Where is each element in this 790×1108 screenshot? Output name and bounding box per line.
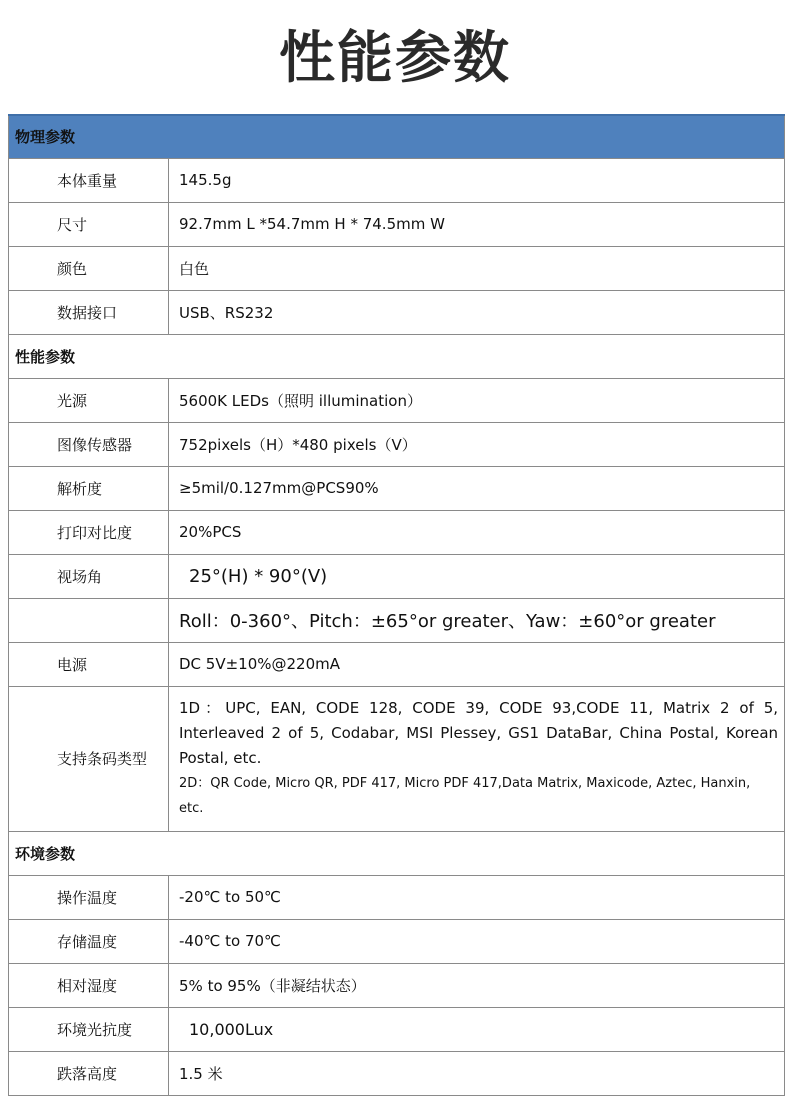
row-label: 颜色 <box>9 246 169 290</box>
row-value: 白色 <box>169 246 785 290</box>
row-label: 电源 <box>9 642 169 686</box>
page-title: 性能参数 <box>279 26 511 91</box>
row-label: 尺寸 <box>9 202 169 246</box>
row-value: DC 5V±10%@220mA <box>169 642 785 686</box>
spec-table <box>8 114 785 1096</box>
row-label: 解析度 <box>9 466 169 510</box>
table-row <box>9 290 785 334</box>
section-header-performance <box>9 334 785 378</box>
table-row <box>9 554 785 598</box>
row-value: 92.7mm L *54.7mm H * 74.5mm W <box>169 202 785 246</box>
table-row <box>9 1051 785 1095</box>
table-row <box>9 919 785 963</box>
row-label: 数据接口 <box>9 290 169 334</box>
section-title: 性能参数 <box>9 334 785 378</box>
table-row <box>9 875 785 919</box>
row-value: 5% to 95%（非凝结状态） <box>169 963 785 1007</box>
row-value: Roll：0-360°、Pitch：±65°or greater、Yaw：±60°or greater <box>169 598 785 642</box>
row-label: 打印对比度 <box>9 510 169 554</box>
table-row <box>9 642 785 686</box>
table-row <box>9 246 785 290</box>
table-row <box>9 202 785 246</box>
row-label: 本体重量 <box>9 158 169 202</box>
table-row <box>9 378 785 422</box>
table-row <box>9 1007 785 1051</box>
table-row <box>9 598 785 642</box>
table-row <box>9 158 785 202</box>
row-label: 操作温度 <box>9 875 169 919</box>
section-header-physical <box>9 115 785 158</box>
row-label: 环境光抗度 <box>9 1007 169 1051</box>
barcode-types <box>169 686 785 831</box>
row-value: ≥5mil/0.127mm@PCS90% <box>169 466 785 510</box>
row-value: 145.5g <box>169 158 785 202</box>
row-label: 支持条码类型 <box>9 686 169 831</box>
row-value: 25°(H) * 90°(V) <box>169 554 785 598</box>
section-title: 环境参数 <box>9 831 785 875</box>
row-label: 跌落高度 <box>9 1051 169 1095</box>
row-label: 相对湿度 <box>9 963 169 1007</box>
row-label: 视场角 <box>9 554 169 598</box>
row-label: 光源 <box>9 378 169 422</box>
barcode-2d-list: 2D：QR Code, Micro QR, PDF 417, Micro PDF 417,Data Matrix, Maxicode, Aztec, Hanxin, etc. <box>179 776 751 816</box>
row-value: 10,000Lux <box>169 1007 785 1051</box>
section-header-environment <box>9 831 785 875</box>
row-value: 5600K LEDs（照明 illumination） <box>169 378 785 422</box>
row-value: 752pixels（H）*480 pixels（V） <box>169 422 785 466</box>
row-value: 20%PCS <box>169 510 785 554</box>
row-value: -40℃ to 70℃ <box>169 919 785 963</box>
barcode-1d-list: 1D：UPC, EAN, CODE 128, CODE 39, CODE 93,CODE 11, Matrix 2 of 5, Interleaved 2 of 5, Codabar, MSI Plessey, GS1 DataBar, China Postal, Korean Postal, etc. <box>179 699 779 767</box>
table-row-barcodes <box>9 686 785 831</box>
row-label <box>9 598 169 642</box>
table-row <box>9 466 785 510</box>
row-label: 图像传感器 <box>9 422 169 466</box>
section-title: 物理参数 <box>9 115 785 158</box>
table-row <box>9 422 785 466</box>
table-row <box>9 963 785 1007</box>
row-value: -20℃ to 50℃ <box>169 875 785 919</box>
row-label: 存储温度 <box>9 919 169 963</box>
row-value: 1.5 米 <box>169 1051 785 1095</box>
row-value: USB、RS232 <box>169 290 785 334</box>
table-row <box>9 510 785 554</box>
